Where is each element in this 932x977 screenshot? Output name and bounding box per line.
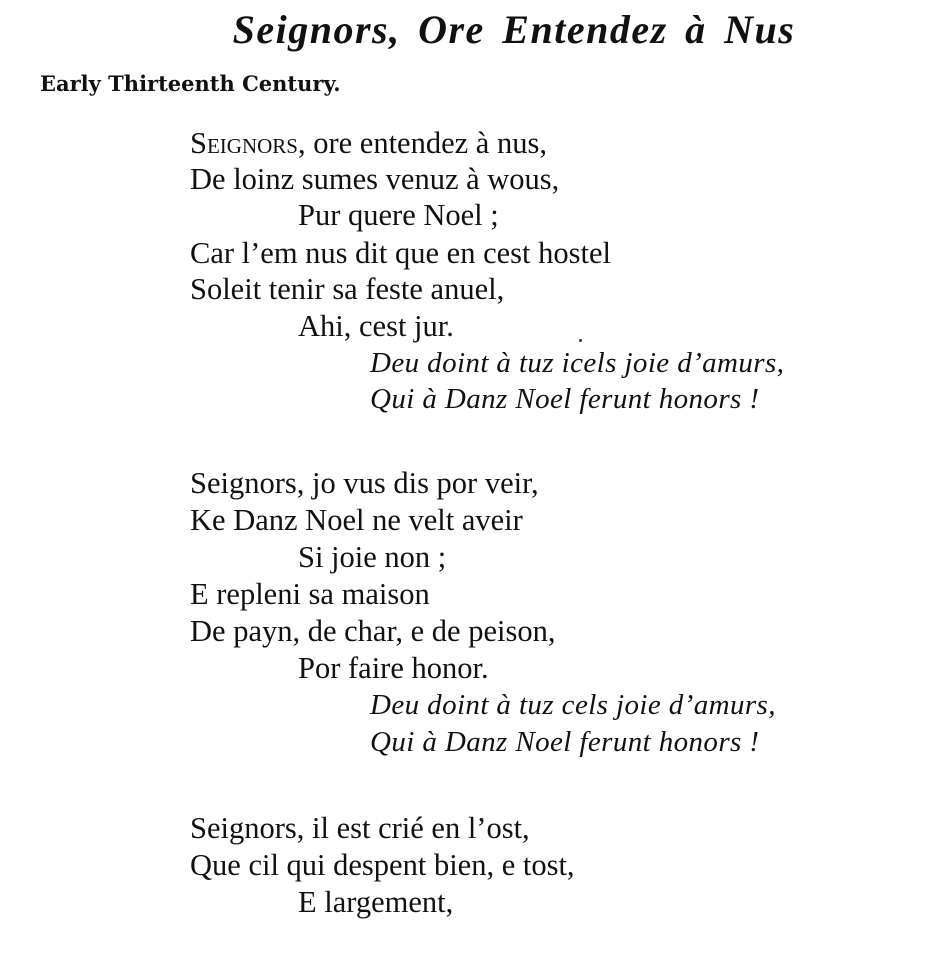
verse-line: Si joie non ;	[298, 540, 447, 574]
scan-speck	[579, 339, 582, 342]
refrain-line: Qui à Danz Noel ferunt honors !	[370, 726, 760, 758]
verse-line: E largement,	[298, 885, 454, 919]
verse-line: Pur quere Noel ;	[298, 198, 499, 232]
poem-date-subtitle: Early Thirteenth Century.	[40, 71, 341, 96]
verse-line	[190, 125, 547, 161]
refrain-line: Deu doint à tuz icels joie d’amurs,	[370, 347, 785, 379]
verse-line: Soleit tenir sa feste anuel,	[190, 272, 505, 306]
verse-line: Que cil qui despent bien, e tost,	[190, 848, 575, 882]
refrain-line: Deu doint à tuz cels joie d’amurs,	[370, 689, 776, 721]
verse-line: E repleni sa maison	[190, 577, 430, 611]
poem-title: Seignors, Ore Entendez à Nus	[232, 7, 796, 52]
verse-line: Por faire honor.	[298, 651, 489, 685]
verse-line: Seignors, il est crié en l’ost,	[190, 811, 530, 845]
verse-line-text: , ore entendez à nus,	[297, 126, 547, 160]
verse-line: Seignors, jo vus dis por veir,	[190, 466, 539, 500]
verse-line: De payn, de char, e de peison,	[190, 614, 556, 648]
verse-line: Car l’em nus dit que en cest hostel	[190, 236, 611, 270]
verse-line: Ke Danz Noel ne velt aveir	[190, 503, 523, 537]
refrain-line: Qui à Danz Noel ferunt honors !	[370, 383, 760, 415]
verse-line: Ahi, cest jur.	[298, 309, 454, 343]
verse-line: De loinz sumes venuz à wous,	[190, 162, 560, 196]
verse-lead-word: Seignors	[190, 126, 298, 160]
